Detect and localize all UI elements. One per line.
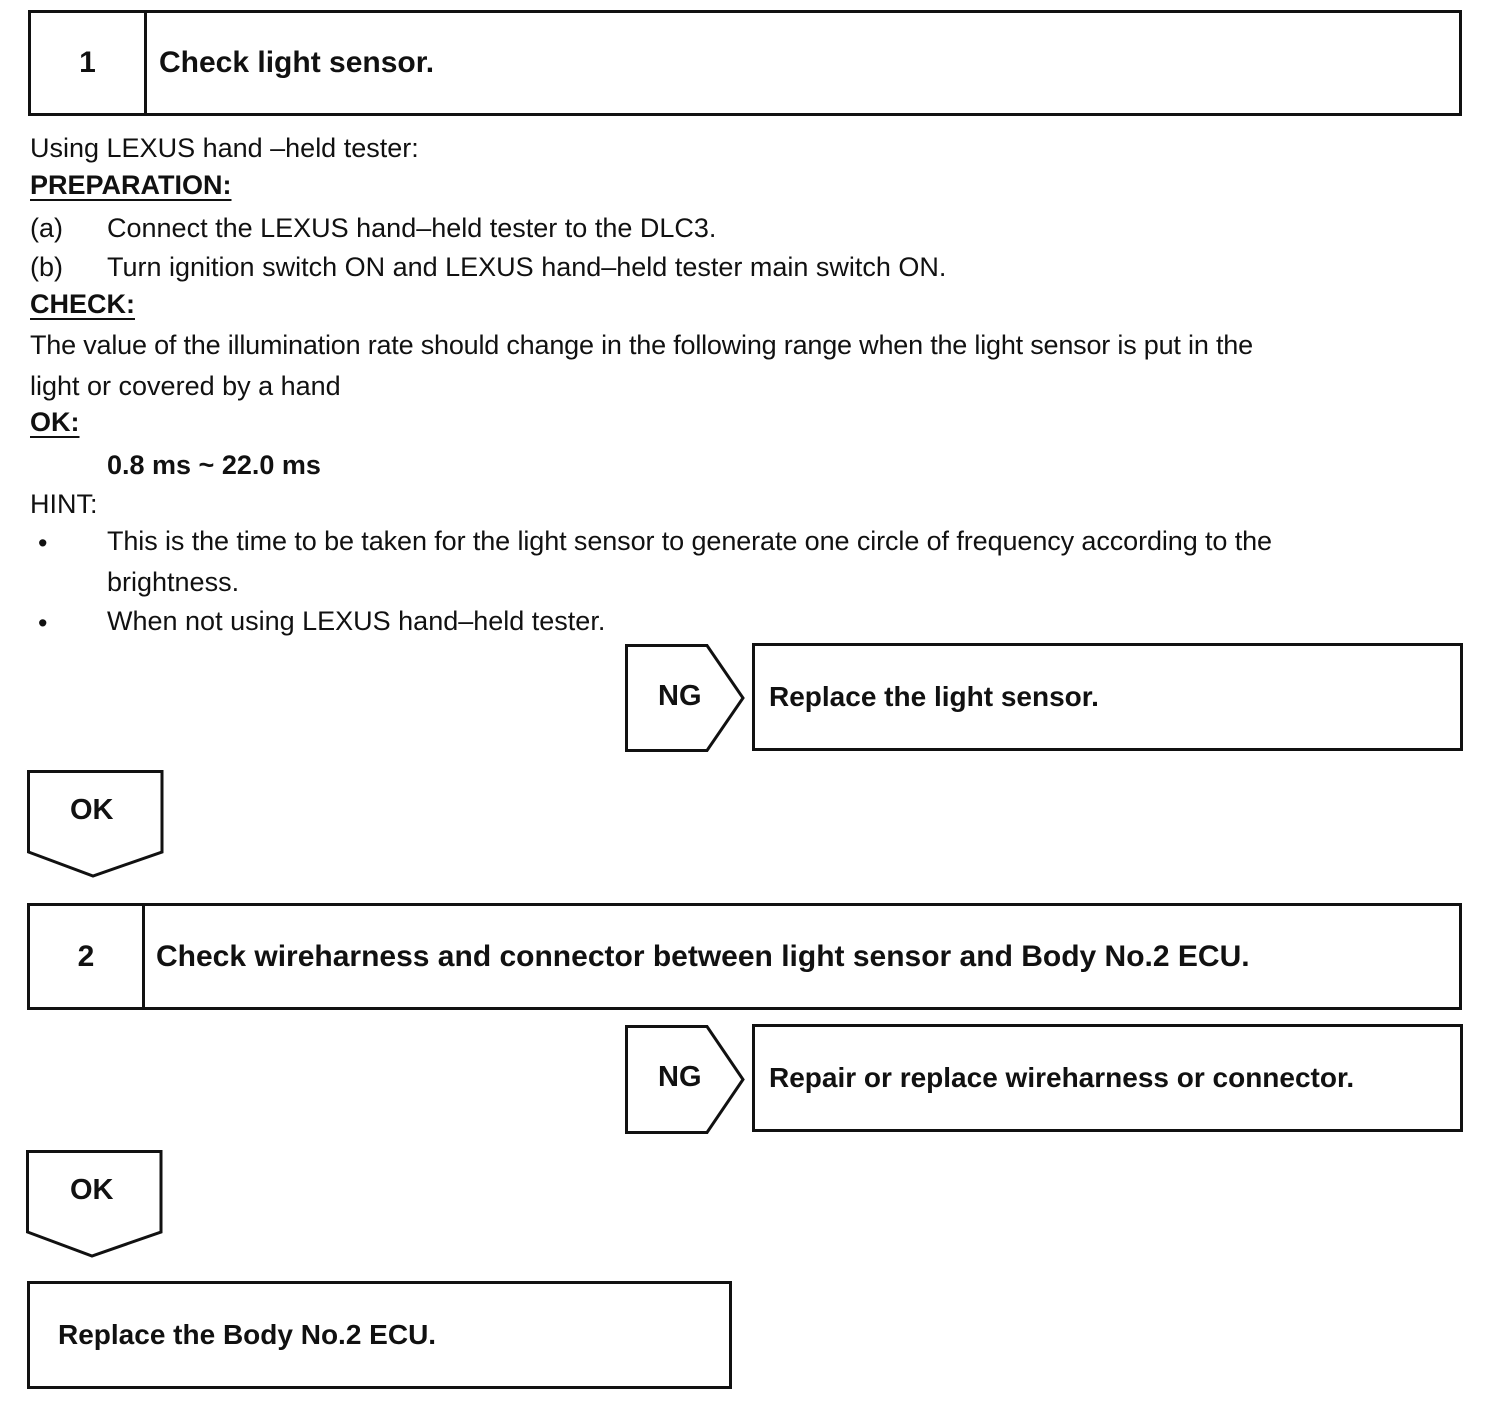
hint-item-1-line-1: This is the time to be taken for the light sensor to generate one circle of frequency according to the xyxy=(107,526,1272,556)
final-result-box xyxy=(27,1281,732,1389)
check-text-line-1: The value of the illumination rate should change in the following range when the light sensor is put in the xyxy=(30,330,1253,360)
ng-2-result-text: Repair or replace wireharness or connector. xyxy=(769,1062,1355,1093)
hint-item-2-line-1: When not using LEXUS hand–held tester. xyxy=(107,606,606,636)
step-2-title: Check wireharness and connector between light sensor and Body No.2 ECU. xyxy=(156,939,1250,973)
hint-bullet-2: • xyxy=(38,608,48,638)
step-2-number: 2 xyxy=(30,906,145,1007)
ng-2-label: NG xyxy=(658,1061,702,1093)
step-1-title: Check light sensor. xyxy=(159,46,435,79)
check-heading: CHECK: xyxy=(30,289,135,319)
prep-item-a-text: Connect the LEXUS hand–held tester to the DLC3. xyxy=(107,213,717,243)
hint-bullet-1: • xyxy=(38,528,48,558)
intro-text: Using LEXUS hand –held tester: xyxy=(30,133,419,163)
final-result-text: Replace the Body No.2 ECU. xyxy=(58,1319,437,1350)
ok-spec-heading: OK: xyxy=(30,407,80,437)
prep-item-a-marker: (a) xyxy=(30,213,63,243)
step-2-box xyxy=(27,903,1462,1010)
prep-item-b-marker: (b) xyxy=(30,252,63,282)
ok-spec-value: 0.8 ms ~ 22.0 ms xyxy=(107,450,321,480)
prep-item-b-text: Turn ignition switch ON and LEXUS hand–held tester main switch ON. xyxy=(107,252,947,282)
hint-item-1-line-2: brightness. xyxy=(107,567,240,597)
check-text-line-2: light or covered by a hand xyxy=(30,371,341,401)
ok-1-label: OK xyxy=(70,794,114,826)
ng-2-result-box xyxy=(752,1024,1463,1132)
step-1-box xyxy=(28,10,1462,116)
ng-1-result-box xyxy=(752,643,1463,751)
step-1-number: 1 xyxy=(31,13,147,113)
ng-1-label: NG xyxy=(658,680,702,712)
ng-1-result-text: Replace the light sensor. xyxy=(769,681,1099,712)
hint-heading: HINT: xyxy=(30,489,98,519)
ok-2-label: OK xyxy=(70,1174,114,1206)
preparation-heading: PREPARATION: xyxy=(30,170,232,200)
